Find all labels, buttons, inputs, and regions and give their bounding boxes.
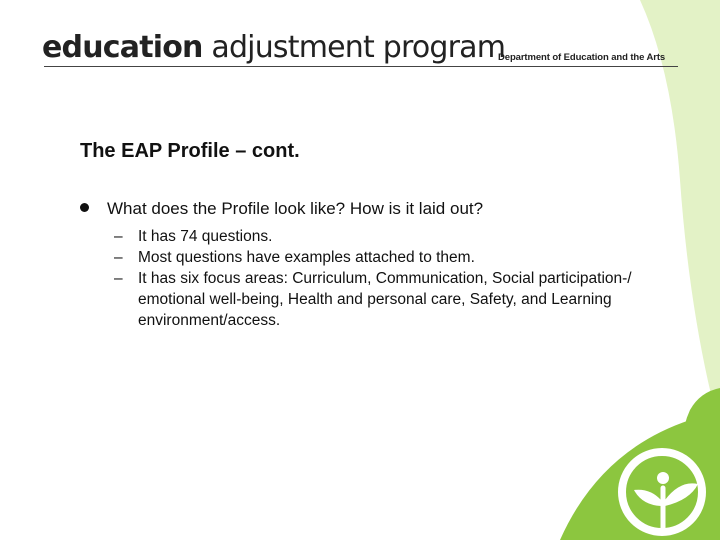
program-name-rest: adjustment program: [211, 30, 506, 65]
department-label: [498, 52, 665, 63]
sub-bullet-list: [114, 226, 654, 331]
sub-bullet-marker: –: [114, 228, 123, 245]
sub-bullet: [114, 247, 654, 268]
program-name-bold: education: [42, 30, 203, 65]
sub-bullet: [114, 268, 654, 331]
program-logotype: [42, 30, 505, 65]
department-prefix: Department of: [498, 52, 562, 63]
sub-bullet-text: Most questions have examples attached to them.: [138, 249, 475, 266]
sub-bullet-marker: –: [114, 270, 123, 287]
sub-bullet-text: It has 74 questions.: [138, 228, 273, 245]
slide-title: The EAP Profile – cont.: [80, 140, 300, 162]
sub-bullet: [114, 226, 654, 247]
sub-bullet-marker: –: [114, 249, 123, 266]
department-name: Education and the Arts: [563, 52, 666, 63]
pale-green-band: [640, 0, 720, 430]
main-bullet: What does the Profile look like? How is it laid out?: [107, 199, 484, 218]
header-divider: [44, 66, 678, 67]
bullet-marker: [80, 203, 89, 212]
sub-bullet-text: It has six focus areas: Curriculum, Communication, Social participation-/ emotional well-being, Health and personal care, Safety, and Learning environment/access.: [138, 270, 632, 329]
